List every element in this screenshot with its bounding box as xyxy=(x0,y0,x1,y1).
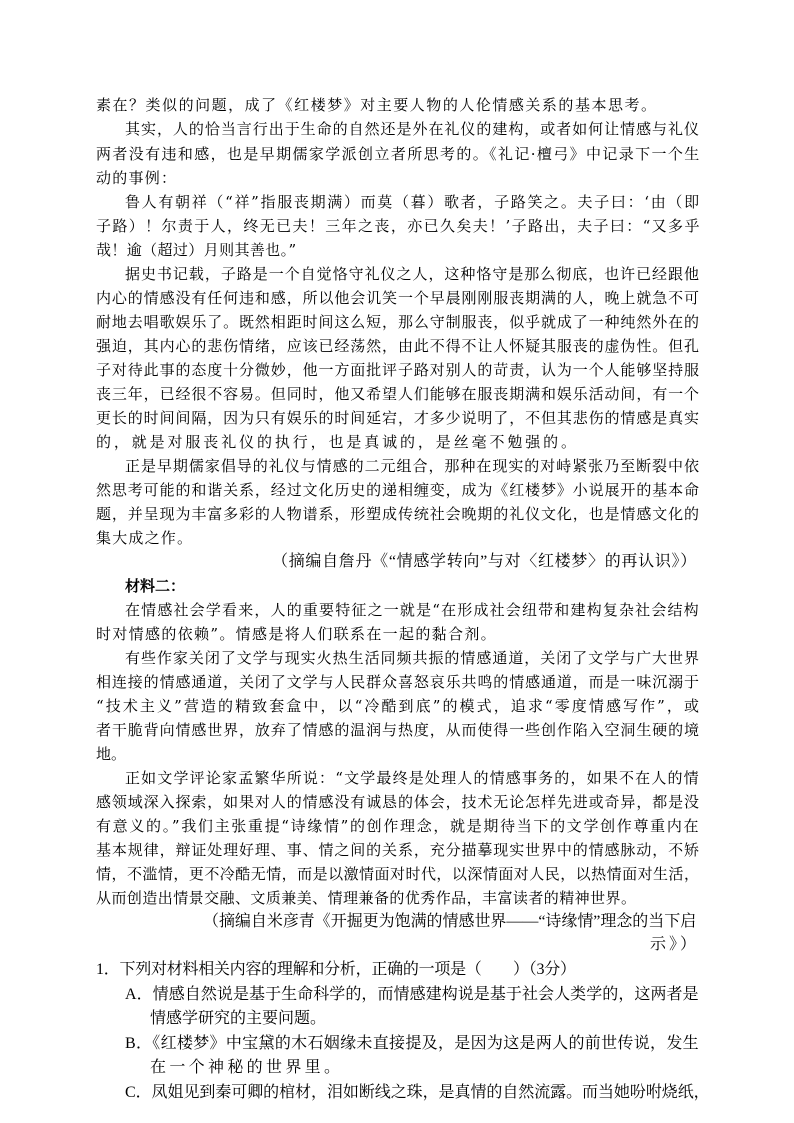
text-line: 在情感社会学看来，人的重要特征之一就是“在形成社会纽带和建构复杂社会结构 xyxy=(125,601,700,619)
text-line: 有些作家关闭了文学与现实火热生活同频共振的情感通道，关闭了文学与广大世界 xyxy=(125,649,700,667)
text-line: 从而创造出情景交融、文质兼美、情理兼备的优秀作品，丰富读者的精神世界。 xyxy=(96,889,637,907)
text-line: 情，不滥情，更不冷酷无情，而是以激情面对时代，以深情面对人民，以热情面对生活， xyxy=(96,865,700,883)
text-line: A．情感自然说是基于生命科学的，而情感建构说是基于社会人类学的，这两者是 xyxy=(125,986,699,1003)
text-line: （摘编自米彦青《开掘更为饱满的情感世界——“诗缘情”理念的当下启 xyxy=(203,913,697,930)
text-line: C．凤姐见到秦可卿的棺材，泪如断线之珠，是真情的自然流露。而当她吩咐烧纸， xyxy=(125,1084,710,1101)
text-line: 示》） xyxy=(650,936,700,953)
text-line: 两者没有违和感，也是早期儒家学派创立者所思考的。《礼记·檀弓》中记录下一个生 xyxy=(96,145,701,163)
text-line: 动的事例： xyxy=(96,169,178,187)
text-line: 地。 xyxy=(96,745,127,763)
text-line: “技术主义”营造的精致套盒中，以“冷酷到底”的模式，追求“零度情感写作”，或 xyxy=(96,697,702,715)
text-line: 子路）！尔责于人，终无已夫！三年之丧，亦已久矣夫！’子路出，夫子曰：“又多乎 xyxy=(96,217,701,235)
text-line: 在一个神秘的世界里。 xyxy=(150,1059,344,1076)
text-line: B．《红楼梦》中宝黛的木石姻缘未直接提及，是因为这是两人的前世传说，发生 xyxy=(125,1035,699,1052)
text-line: 时对情感的依赖”。情感是将人们联系在一起的黏合剂。 xyxy=(96,625,498,643)
text-line: 集大成之作。 xyxy=(96,529,194,547)
text-line: 正是早期儒家倡导的礼仪与情感的二元组合，那种在现实的对峙紧张乃至断裂中依 xyxy=(125,457,700,475)
text-line: 的，就是对服丧礼仪的执行，也是真诚的，是丝毫不勉强的。 xyxy=(96,433,579,451)
text-line: 然思考可能的和谐关系，经过文化历史的递相缠变，成为《红楼梦》小说展开的基本命 xyxy=(96,481,700,499)
text-line: 耐地去唱歌娱乐了。既然相距时间这么短，那么守制服丧，似乎就成了一种纯然外在的 xyxy=(96,313,700,331)
text-line: 据史书记载，子路是一个自觉恪守礼仪之人，这种恪守是那么彻底，也许已经跟他 xyxy=(125,265,700,283)
text-line: 情感学研究的主要问题。 xyxy=(150,1010,327,1027)
text-line: 强迫，其内心的悲伤情绪，应该已经荡然，由此不得不让人怀疑其服丧的虚伪性。但孔 xyxy=(96,337,700,355)
text-line: 感领域深入探索，如果对人的情感没有诚恳的体会，技术无论怎样先进或奇异，都是没 xyxy=(96,793,700,811)
text-line: 基本规律，辩证处理好理、事、情之间的关系，充分描摹现实世界中的情感脉动，不矫 xyxy=(96,841,700,859)
text-line: 鲁人有朝祥（“祥”指服丧期满）而莫（暮）歌者，子路笑之。夫子曰：‘由（即 xyxy=(125,193,701,211)
text-line: 有意义的。”我们主张重提“诗缘情”的创作理念，就是期待当下的文学创作尊重内在 xyxy=(96,817,701,835)
text-line: 题，并呈现为丰富多彩的人物谱系，形塑成传统社会晚期的礼仪文化，也是情感文化的 xyxy=(96,505,700,523)
text-line: 哉！逾（超过）月则其善也。” xyxy=(96,241,297,259)
text-line: 素在？类似的问题，成了《红楼梦》对主要人物的人伦情感关系的基本思考。 xyxy=(96,96,658,114)
text-line: 1．下列对材料相关内容的理解和分析，正确的一项是（ ）（3分） xyxy=(96,961,576,978)
text-line: 相连接的情感通道，关闭了文学与人民群众喜怒哀乐共鸣的情感通道，而是一味沉溺于 xyxy=(96,673,700,691)
text-line: （摘编自詹丹《“情感学转向”与对〈红楼梦〉的再认识》） xyxy=(272,553,697,570)
text-line: 内心的情感没有任何违和感，所以他会讥笑一个早晨刚刚服丧期满的人，晚上就急不可 xyxy=(96,289,700,307)
text-line: 正如文学评论家孟繁华所说：“文学最终是处理人的情感事务的，如果不在人的情 xyxy=(125,769,700,787)
text-line: 丧三年，已经很不容易。但同时，他又希望人们能够在服丧期满和娱乐活动间，有一个 xyxy=(96,385,700,403)
text-line: 其实，人的恰当言行出于生命的自然还是外在礼仪的建构，或者如何让情感与礼仪 xyxy=(125,120,700,138)
text-line: 材料二： xyxy=(125,577,186,595)
text-line: 者干脆背向情感世界，放弃了情感的温润与热度，从而使得一些创作陷入空洞生硬的境 xyxy=(96,721,700,739)
text-line: 子对待此事的态度十分微妙，他一方面批评子路对别人的苛责，认为一个人能够坚持服 xyxy=(96,361,700,379)
text-line: 更长的时间间隔，因为只有娱乐的时间延宕，才多少说明了，不但其悲伤的情感是真实 xyxy=(96,409,700,427)
